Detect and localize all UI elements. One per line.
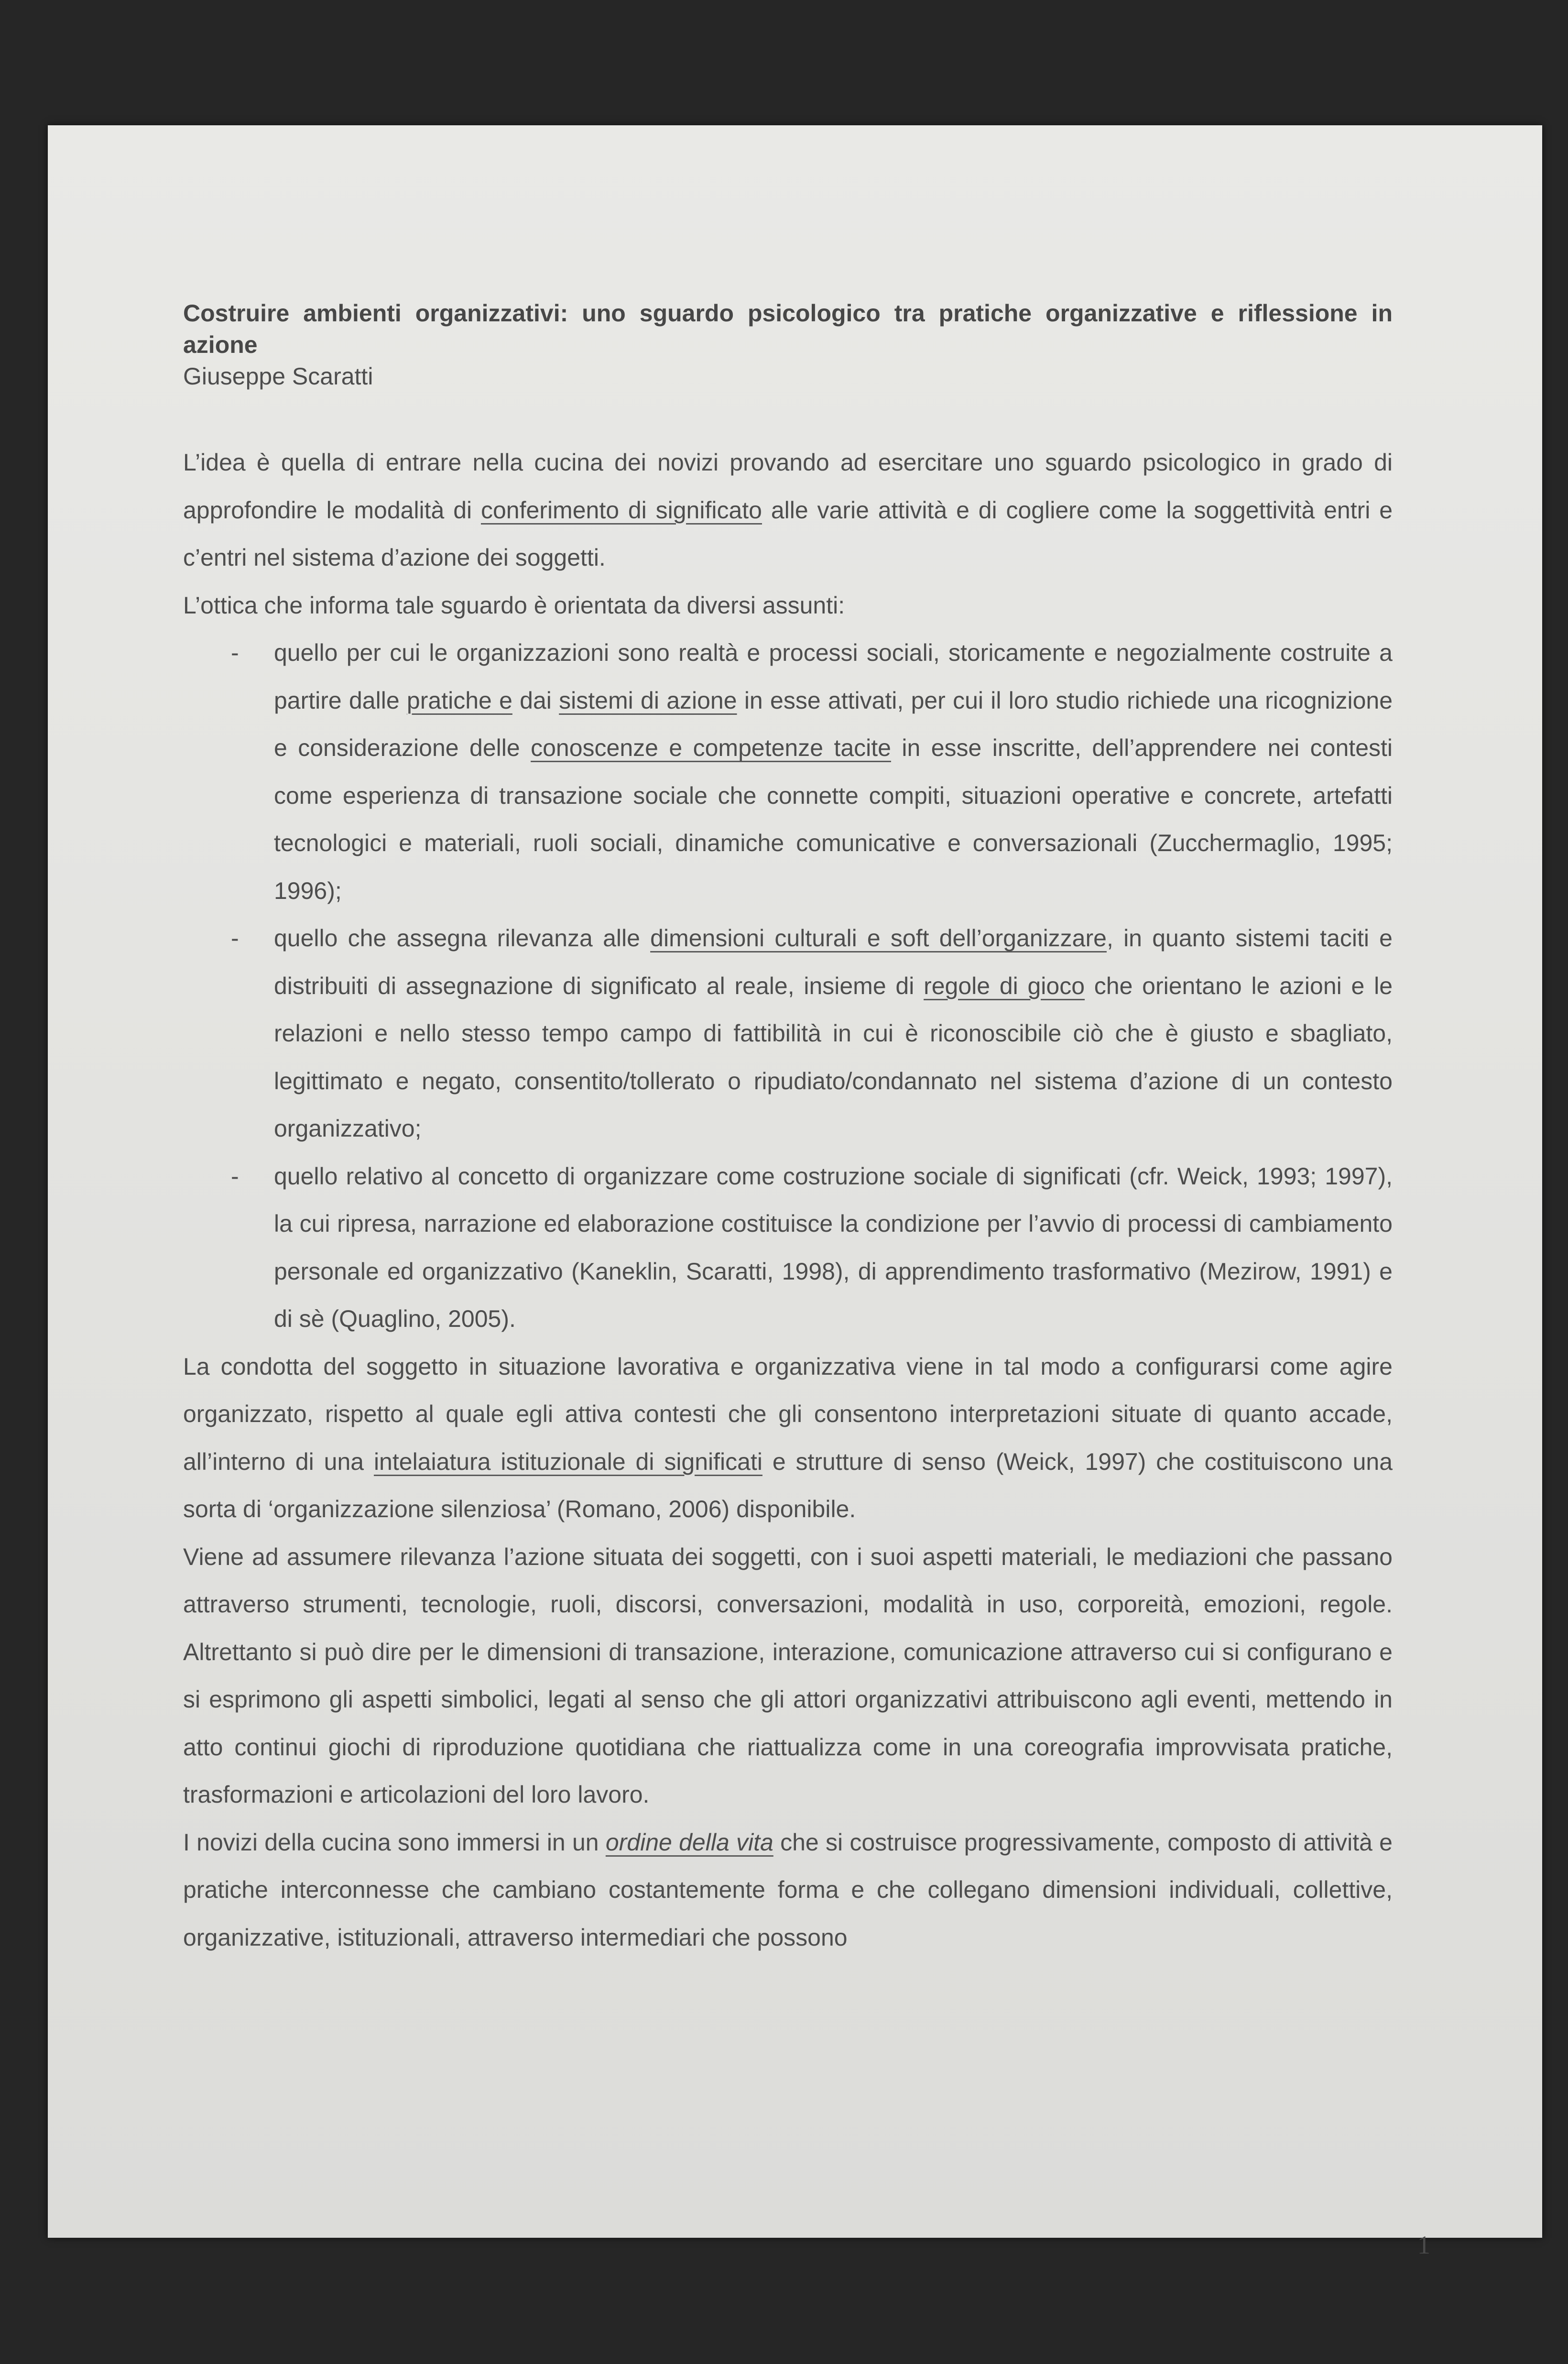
paragraph-situated-action: Viene ad assumere rilevanza l’azione situata dei soggetti, con i suoi aspetti materiali, le mediazioni che passano attraverso strumenti, tecnologie, ruoli, discorsi, conversazioni, modalità in uso, corporeità, emozioni, regole. Altrettanto si può dire per le dimensioni di transazione, interazione, comunicazione attraverso cui si configurano e si esprimono gli aspetti simbolici, legati al senso che gli attori organizzativi attribuiscono agli eventi, mettendo in atto continui giochi di riproduzione quotidiana che riattualizza come in una coreografia improvvisata pratiche, trasformazioni e articolazioni del loro lavoro.	[183, 1543, 1393, 1808]
paragraph-conduct: La condotta del soggetto in situazione lavorativa e organizzativa viene in tal modo a configurarsi come agire organizzato, rispetto al quale egli attiva contesti che gli consentono interpretazioni situate di quanto accade, all’interno di una intelaiatura istituzionale di significati e strutture di senso (Weick, 1997) che costituiscono una sorta di ‘organizzazione silenziosa’ (Romano, 2006) disponibile.	[183, 1353, 1393, 1522]
document-author: Giuseppe Scaratti	[183, 363, 373, 390]
handwritten-underline: pratiche e	[406, 687, 512, 714]
handwritten-underline: intelaiatura istituzionale di significati	[373, 1448, 762, 1475]
handwritten-underline: sistemi di azione	[559, 687, 737, 714]
handwritten-underline: conferimento di significato	[480, 496, 762, 524]
list-item: - quello che assegna rilevanza alle dimensioni culturali e soft dell’organizzare, in quanto sistemi taciti e distribuiti di assegnazione di significato al reale, insieme di regole di gioco che orientano le azioni e le relazioni e nello stesso tempo campo di fattibilità in cui è riconoscibile ciò che è giusto e sbagliato, legittimato e negato, consentito/tollerato o ripudiato/condannato nel sistema d’azione di un contesto organizzativo;	[183, 915, 1393, 1153]
handwritten-underline: regole di gioco	[924, 972, 1085, 999]
handwritten-underline: dimensioni culturali e soft dell’organizzare	[650, 925, 1107, 952]
list-item: - quello relativo al concetto di organizzare come costruzione sociale di significati (cfr. Weick, 1993; 1997), la cui ripresa, narrazione ed elaborazione costituisce la condizione per l’avvio di processi di cambiamento personale ed organizzativo (Kaneklin, Scaratti, 1998), di apprendimento trasformativo (Mezirow, 1991) e di sè (Quaglino, 2005).	[183, 1153, 1393, 1343]
bullet-dash: -	[231, 1162, 239, 1190]
paragraph-novices: I novizi della cucina sono immersi in un ordine della vita che si costruisce progressivamente, composto di attività e pratiche interconnesse che cambiano costantemente forma e che collegano dimensioni individuali, collettive, organizzative, istituzionali, attraverso intermediari che possono	[183, 1828, 1393, 1951]
list-item: - quello per cui le organizzazioni sono realtà e processi sociali, storicamente e negozialmente costruite a partire dalle pratiche e dai sistemi di azione in esse attivati, per cui il loro studio richiede una ricognizione e considerazione delle conoscenze e competenze tacite in esse inscritte, dell’apprendere nei contesti come esperienza di transazione sociale che connette compiti, situazioni operative e concrete, artefatti tecnologici e materiali, ruoli sociali, dinamiche comunicative e conversazionali (Zucchermaglio, 1995; 1996);	[183, 629, 1393, 915]
document-title: Costruire ambienti organizzativi: uno sguardo psicologico tra pratiche organizzative e riflessione in azione	[183, 300, 1393, 358]
bullet-dash: -	[231, 639, 239, 666]
handwritten-underline: ordine della vita	[605, 1828, 773, 1856]
paragraph-intro: L’idea è quella di entrare nella cucina dei novizi provando ad esercitare uno sguardo psicologico in grado di approfondire le modalità di conferimento di significato alle varie attività e di cogliere come la soggettività entri e c’entri nel sistema d’azione dei soggetti.	[183, 449, 1393, 571]
handwritten-underline: conoscenze e competenze tacite	[531, 734, 891, 761]
paper-sheet	[48, 125, 1542, 2259]
document-body	[183, 297, 1393, 1961]
bullet-dash: -	[231, 925, 239, 952]
page-number: 1	[1417, 2231, 1430, 2259]
paragraph-assumptions: L’ottica che informa tale sguardo è orientata da diversi assunti:	[183, 591, 845, 619]
assumptions-list	[183, 629, 1393, 1343]
